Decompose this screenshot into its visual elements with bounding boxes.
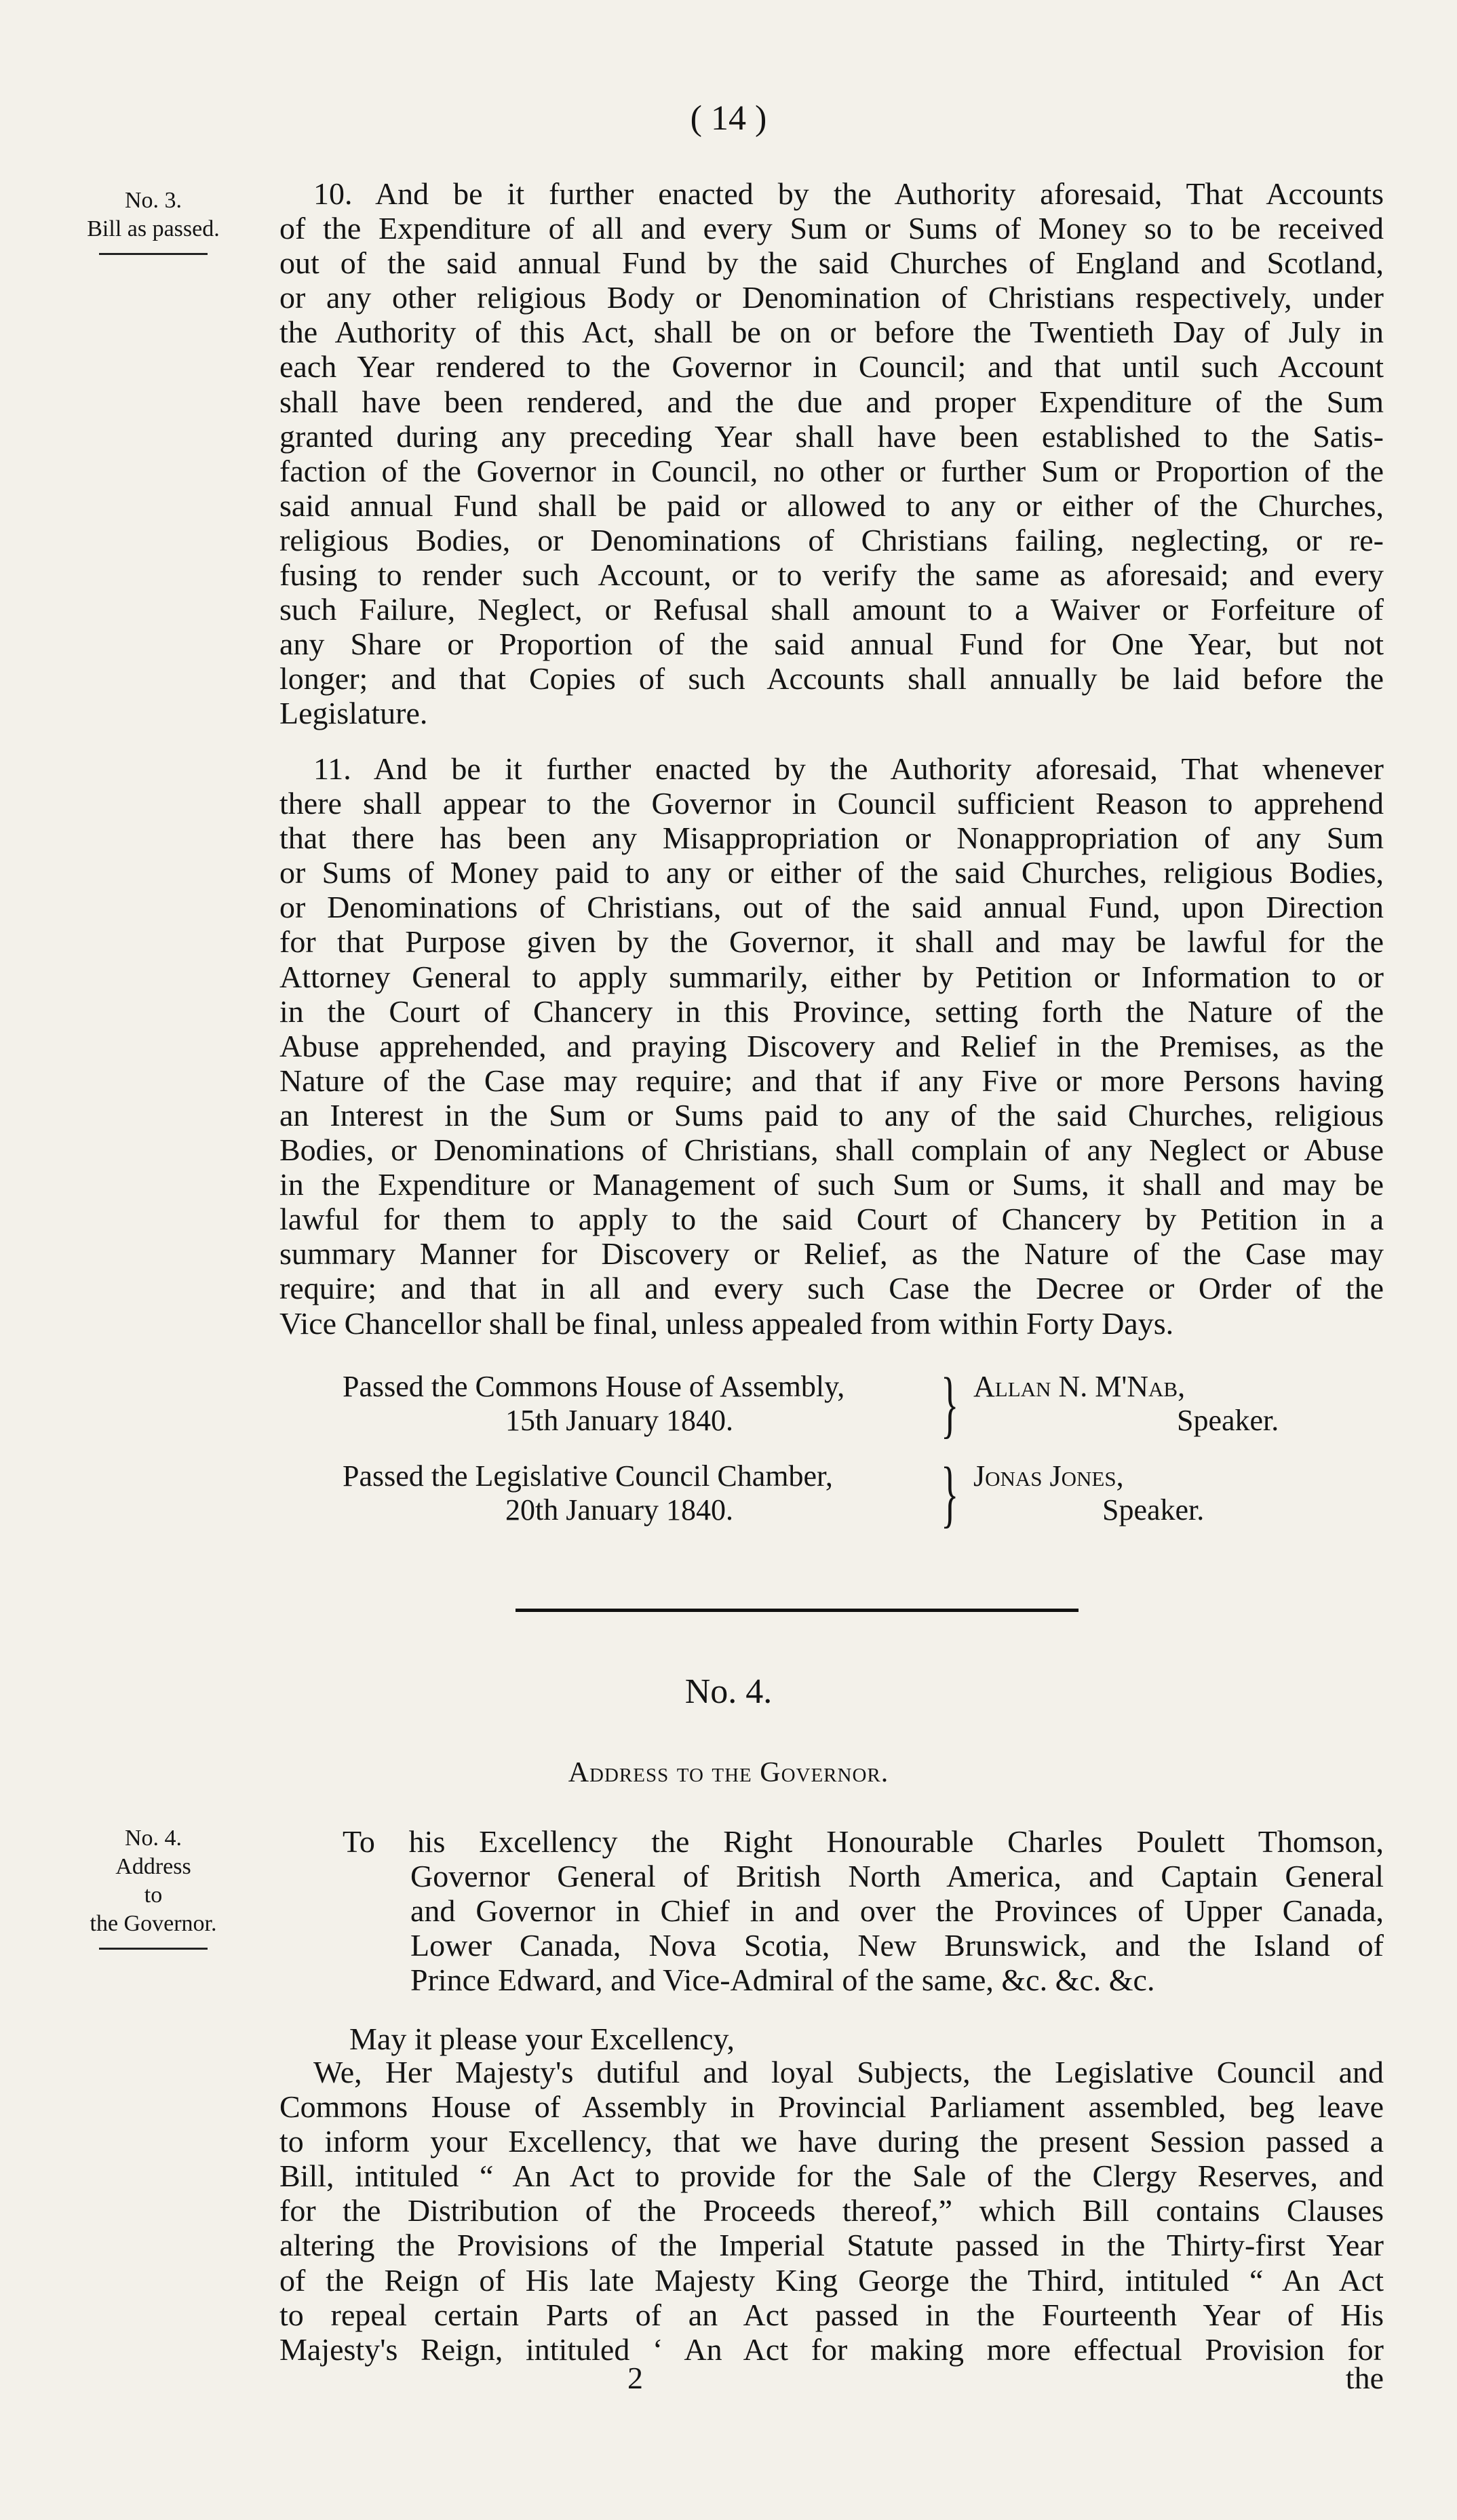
section-11: [279, 751, 1384, 1341]
catchword: the: [1345, 2361, 1384, 2395]
section-10-line: of the Expenditure of all and every Sum or Sums of Money so to be received: [279, 211, 1384, 246]
section-10-line: longer; and that Copies of such Accounts shall annually be laid before the: [279, 661, 1384, 696]
section-11-line: or Sums of Money paid to any or either of the said Churches, religious Bodies,: [279, 855, 1384, 890]
section-11-line: Attorney General to apply summarily, either by Petition or Information to or: [279, 959, 1384, 994]
section-11-line: lawful for them to apply to the said Court of Chancery by Petition in a: [279, 1202, 1384, 1237]
section-10-line: shall have been rendered, and the due and proper Expenditure of the Sum: [279, 384, 1384, 419]
address-line: Prince Edward, and Vice-Admiral of the same, &c. &c. &c.: [410, 1963, 1155, 1997]
address-body-line: of the Reign of His late Majesty King George the Third, intituled “ An Act: [279, 2262, 1384, 2298]
section-10-line: fusing to render such Account, or to verify the same as aforesaid; and every: [279, 557, 1384, 593]
section-10-line: 10. And be it further enacted by the Authority aforesaid, That Accounts: [313, 176, 1384, 211]
margin-note-rule: [99, 253, 208, 255]
passage-commons-date: 15th January 1840.: [505, 1404, 734, 1437]
address-body: [279, 2055, 1384, 2367]
section-11-line: 11. And be it further enacted by the Authority aforesaid, That whenever: [313, 751, 1384, 786]
section-10-line: faction of the Governor in Council, no other or further Sum or Proportion of the: [279, 453, 1384, 488]
section-10-line: Legislature.: [279, 696, 428, 731]
section-10: [279, 176, 1384, 731]
address-body-line: Bill, intituled “ An Act to provide for the Sale of the Clergy Reserves, and: [279, 2159, 1384, 2194]
section-11-line: in the Court of Chancery in this Province, setting forth the Nature of the: [279, 993, 1384, 1029]
brace-icon: }: [941, 1452, 959, 1535]
margin-note-no4: [65, 1824, 241, 1950]
passage-council-line1: Passed the Legislative Council Chamber,: [343, 1459, 833, 1493]
address-line: To his Excellency the Right Honourable Charles Poulett Thomson,: [343, 1824, 1384, 1859]
address-body-line: altering the Provisions of the Imperial Statute passed in the Thirty-first Year: [279, 2228, 1384, 2263]
section-10-line: out of the said annual Fund by the said Churches of England and Scotland,: [279, 245, 1384, 281]
address-line: and Governor in Chief in and over the Provinces of Upper Canada,: [410, 1893, 1384, 1928]
address-body-line: to repeal certain Parts of an Act passed in the Fourteenth Year of His: [279, 2297, 1384, 2332]
section-10-line: granted during any preceding Year shall have been established to the Satis-: [279, 418, 1384, 454]
address-body-line: We, Her Majesty's dutiful and loyal Subjects, the Legislative Council and: [313, 2055, 1384, 2089]
section-10-line: the Authority of this Act, shall be on or before the Twentieth Day of July in: [279, 315, 1384, 350]
section-11-line: Vice Chancellor shall be final, unless appealed from within Forty Days.: [279, 1305, 1174, 1341]
section-10-line: or any other religious Body or Denomination of Christians respectively, under: [279, 280, 1384, 315]
section-11-line: require; and that in all and every such Case the Decree or Order of the: [279, 1271, 1384, 1306]
brace-icon: }: [941, 1362, 959, 1445]
margin-note-rule: [99, 1948, 208, 1950]
section-heading-no4: No. 4.: [684, 1672, 773, 1711]
section-10-line: each Year rendered to the Governor in Council; and that until such Account: [279, 349, 1384, 385]
signature-mark: 2: [627, 2361, 643, 2395]
passage-commons-line1: Passed the Commons House of Assembly,: [343, 1370, 845, 1403]
speaker-name-council: Jonas Jones,: [973, 1459, 1124, 1493]
section-11-line: Abuse apprehended, and praying Discovery and Relief in the Premises, as the: [279, 1028, 1384, 1063]
section-11-line: for that Purpose given by the Governor, it shall and may be lawful for the: [279, 924, 1384, 960]
margin-note-no4-line1: No. 4.: [124, 1826, 182, 1851]
margin-note-no4-line2: Address: [115, 1854, 191, 1879]
address-line: Lower Canada, Nova Scotia, New Brunswick, and the Island of: [410, 1928, 1384, 1963]
passage-council: [343, 1452, 1360, 1535]
passage-commons: [343, 1362, 1360, 1445]
margin-note-no3-line2: Bill as passed.: [87, 216, 220, 241]
margin-note-no3-line1: No. 3.: [124, 188, 182, 213]
section-11-line: in the Expenditure or Management of such Sum or Sums, it shall and may be: [279, 1167, 1384, 1202]
address-body-line: Majesty's Reign, intituled ‘ An Act for making more effectual Provision for: [279, 2331, 1384, 2367]
speaker-title-council: Speaker.: [1102, 1493, 1205, 1527]
section-11-line: there shall appear to the Governor in Council sufficient Reason to apprehend: [279, 786, 1384, 821]
section-11-line: or Denominations of Christians, out of the said annual Fund, upon Direction: [279, 890, 1384, 925]
section-10-line: said annual Fund shall be paid or allowed to any or either of the Churches,: [279, 488, 1384, 523]
section-11-line: Nature of the Case may require; and that if any Five or more Persons having: [279, 1063, 1384, 1098]
section-10-line: religious Bodies, or Denominations of Christians failing, neglecting, or re-: [279, 522, 1384, 557]
address-block: [343, 1824, 1384, 1997]
salutation: May it please your Excellency,: [349, 2022, 735, 2056]
speaker-title-commons: Speaker.: [1177, 1404, 1279, 1437]
margin-note-no4-line4: the Governor.: [90, 1911, 217, 1936]
section-10-line: such Failure, Neglect, or Refusal shall amount to a Waiver or Forfeiture of: [279, 592, 1384, 627]
section-divider: [516, 1609, 1079, 1612]
section-11-line: that there has been any Misappropriation or Nonappropriation of any Sum: [279, 821, 1384, 856]
address-body-line: for the Distribution of the Proceeds thereof,” which Bill contains Clauses: [279, 2193, 1384, 2228]
address-body-line: Commons House of Assembly in Provincial Parliament assembled, beg leave: [279, 2089, 1384, 2125]
section-11-line: summary Manner for Discovery or Relief, as the Nature of the Case may: [279, 1236, 1384, 1272]
passage-council-date: 20th January 1840.: [505, 1493, 734, 1527]
section-subheading: Address to the Governor.: [568, 1757, 889, 1788]
section-11-line: Bodies, or Denominations of Christians, shall complain of any Neglect or Abuse: [279, 1133, 1384, 1168]
address-line: Governor General of British North America, and Captain General: [410, 1859, 1384, 1893]
section-10-line: any Share or Proportion of the said annual Fund for One Year, but not: [279, 627, 1384, 662]
speaker-name-commons: Allan N. M'Nab,: [973, 1370, 1186, 1403]
margin-note-no4-line3: to: [144, 1883, 163, 1908]
page-number: ( 14 ): [690, 99, 767, 138]
margin-note-no3: [65, 186, 241, 255]
address-body-line: to inform your Excellency, that we have during the present Session passed a: [279, 2124, 1384, 2159]
section-11-line: an Interest in the Sum or Sums paid to any of the said Churches, religious: [279, 1097, 1384, 1133]
